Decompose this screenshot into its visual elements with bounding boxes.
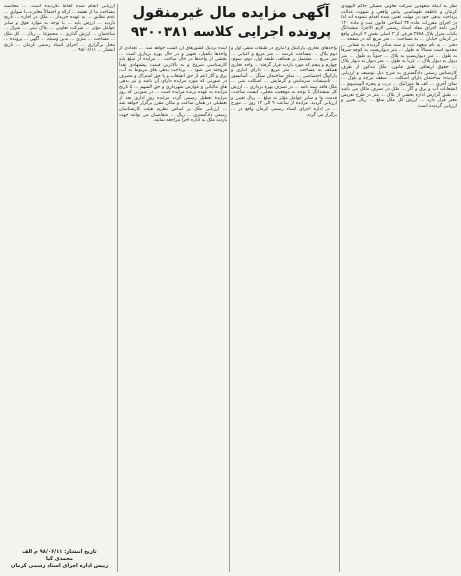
notice-header [120, 4, 342, 44]
notice-title: آگهی مزایده مال غیرمنقول [132, 5, 330, 21]
signatory-role: رییس اداره اجرای اسناد رسمی کرمان [10, 563, 109, 569]
file-number: پرونده اجرایی کلاسه ۹۳۰۰۳۸۱ [130, 24, 332, 40]
column-divider [339, 46, 340, 572]
column-right [341, 4, 457, 572]
column-middle-text: واحدهای تجاری، پارکینگ و انباری در طبقات منفی اول و دوم پلاک ... مساحت عرصه ... متر مربع و اعیانی ... متر مربع ... مشتمل بر همکف، طبقه اول، دوم، سوم، چهارم و پنجم که مورد بازدید قرار گرفته ... واحد تجاری همکف به مساحت ... متر مربع ... دارای انباری و پارکینگ اختصاصی ... نمای ساختمان سنگ ... آسانسور ... تأسیسات سرمایش و گرمایش ... اسکلت بتنی ... ملک فاقد بیمه نامه ... در تصرف بهره برداری ... ارزش کل ششدانگ با توجه به موقعیت محلی، کیفیت ساخت، قدمت بنا و سایر عوامل مؤثر به مبلغ ... ریال تعیین و ارزیابی گردید. مزایده از ساعت ۹ الی ۱۲ روز ... مورخ ... در اداره اجرای اسناد رسمی کرمان واقع در ... برگزار می گردد. [231, 46, 337, 118]
publication-date: تاریخ انتشار: ۹۸/۰۶/۱۱ م الف [22, 549, 97, 555]
column-left [4, 4, 115, 572]
column-middle-left-text: آینده نزدیک کشورهای آن کسب خواهد شد. ... تعدادی از واحدها تکمیل، تجهیز و در حال بهره برداری است ... بخشی از واحدها در حال ساخت ... مزایده از مبلغ پایه کارشناسی شروع و به بالاترین قیمت پیشنهادی نقداً فروخته می شود ... پرداخت بدهی های مربوط به آب، برق و گاز اعم از حق انشعاب و یا حق اشتراک و مصرف در صورتی که مورد مزایده دارای آن باشد و نیز بدهی های مالیاتی و عوارض شهرداری و حق السهم ... تا تاریخ مزایده به عهده برنده مزایده است ... در صورتی که روز مزایده تعطیل رسمی گردد مزایده روز اداری بعد از تعطیلی در همان ساعت و مکان مقرر برگزار خواهد شد ... ارزیابی ملک بر اساس نظریه هیئت کارشناسان رسمی دادگستری ... ریال ... متقاضیان می توانند جهت بازدید ملک به اداره اجرا مراجعه نمایند. [119, 46, 227, 124]
column-middle [231, 46, 337, 572]
column-left-text: ارزیابی انجام شده لحاظ نگردیده است. ... محاسبه مساحت بنا از نقشه ... ارائه و احتمالاً مغایرت با سوابق ... عدم تطابق ... به عهده خریدار ... ملک در اجاره ... تاریخ بازدید ... ارزش پایه ... با توجه به موارد فوق و سایر عوامل مؤثر ... شرکت تعاونی ... پلاک ثبتی ... متراژ ... ساختمان ... ارزش گذاری ... مجموعا ... ریال ... کل ملک ... مساحت ... متری ... بدین وسیله ... آگهی ... پرونده ... محل برگزاری ... اجرای اسناد رسمی کرمان ... تاریخ انتشار ... ۹۸/۰۶/۱۱ ... [4, 4, 115, 54]
signatory-name: محمدی کیا [45, 556, 74, 562]
column-divider [229, 46, 230, 572]
column-middle-left [119, 46, 227, 572]
signature-block [4, 549, 115, 570]
column-right-text: نظر به اینکه متعهدین شرکت تعاونی مسکن حاکم الیهودی کرمان و عاطفه طهماسبی بیاض واقعی و شهوت عدالت پرداخت بدهی خود در مهلت تعیین شده اقدام ننموده اند لذا در اجرای مقررات ماده ۳۴ اصلاحی قانون ثبت و ماده ۱۲۰ آیین نامه اجرای مفاد اسناد رسمی لازم الاجرا، ششدانگ یکباب منزل پلاک ۲۷۸۸ فرعی از ۳ اصلی بخش ۲ کرمان واقع در کرمان خیابان ... به مساحت ... متر مربع که در صفحه ... دفتر ... به نام متعهد ثبت و سند صادر گردیده به نشانی ... محدود است شمالاً به طول ... متر دیواریست به کوچه شرقاً به طول ... متر دیواریست به پلاک ... جنوباً به طول ... متر دیوار به دیوار پلاک ... غرباً به طول ... متر دیوار به دیوار پلاک ... حقوق ارتفاقی طبق قانون. ملک مذکور از طرف کارشناس رسمی دادگستری به شرح ذیل توصیف و ارزیابی گردیده: ساختمان دارای اسکلت ... سقف تیرچه و بلوک ... نمای آجری ... کف ها موزائیک ... درب و پنجره آلومینیوم ... انشعابات آب و برق و گاز ... ملک در تصرف مالک می باشد ... طبق گزارش اداره بخشی از پلاک ... متر در طرح تعریض معبر قرار دارد ... ارزش کل ملک مبلغ ... ریال تعیین و ارزیابی گردیده است. [341, 4, 457, 109]
column-divider [117, 4, 118, 572]
